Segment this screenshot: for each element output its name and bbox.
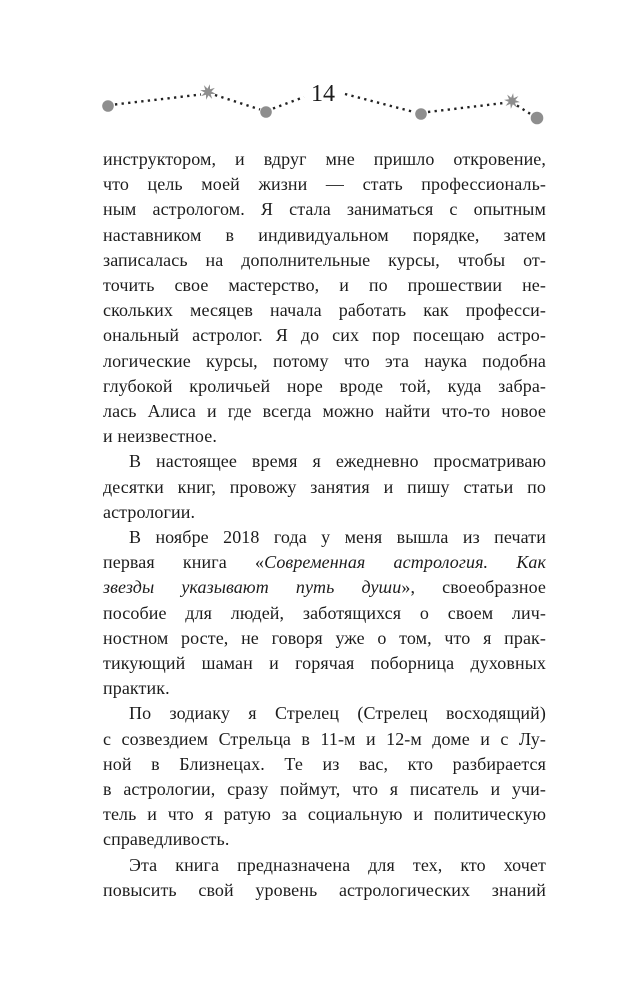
constellation-dot-node <box>531 112 544 125</box>
text-segment: Эта книга предназначена для тех, кто хочет <box>129 854 546 875</box>
dotted-line <box>428 103 504 112</box>
text-line <box>103 323 546 348</box>
text-line <box>103 777 546 802</box>
text-segment: с созвездием Стрельца в 11-м и 12-м доме и с Лу- <box>103 728 546 749</box>
text-segment: записалась на дополнительные курсы, чтобы от- <box>103 249 546 270</box>
constellation-left <box>102 82 304 117</box>
text-line <box>103 727 546 752</box>
text-segment: логические курсы, потому что эта наука подобна <box>103 350 546 371</box>
constellation-decoration <box>95 75 555 135</box>
constellation-right <box>345 92 543 124</box>
dotted-line <box>115 95 201 105</box>
text-segment: тель и что я ратую за социальную и политическую <box>103 804 546 825</box>
text-line <box>103 298 546 323</box>
text-segment: инструктором, и вдруг мне пришло откровение, <box>103 149 546 169</box>
constellation-dot-node <box>260 106 272 118</box>
page-number: 14 <box>311 81 335 107</box>
text-segment: В настоящее время я ежедневно просматриваю <box>129 451 546 472</box>
star-icon <box>198 82 217 101</box>
text-line <box>103 601 546 626</box>
text-line <box>103 172 546 197</box>
page-text <box>103 147 546 903</box>
text-line <box>103 878 546 903</box>
text-segment: ной в Близнецах. Те из вас, кто разбирается <box>103 753 546 774</box>
paragraph <box>103 449 546 525</box>
text-line <box>103 147 546 172</box>
paragraph <box>103 525 546 701</box>
constellation-dot-node <box>102 100 114 112</box>
text-segment: тикующий шаман и горячая поборница духовных <box>103 653 546 674</box>
dotted-line <box>517 106 532 116</box>
text-line <box>103 449 546 474</box>
text-segment: лась Алиса и где всегда можно найти что-то новое <box>103 401 546 422</box>
dotted-line <box>273 97 304 109</box>
text-line <box>103 575 546 600</box>
text-line <box>103 349 546 374</box>
paragraph <box>103 853 546 903</box>
text-line <box>103 475 546 500</box>
text-line <box>103 273 546 298</box>
text-segment: пособие для людей, заботящихся о своем лич- <box>103 602 546 623</box>
text-line <box>103 853 546 878</box>
text-line <box>103 374 546 399</box>
text-line <box>103 525 546 550</box>
text-segment: », своеобразное <box>401 577 546 598</box>
text-segment: практик. <box>103 678 170 699</box>
text-segment: наставником в индивидуальном порядке, затем <box>103 224 546 245</box>
text-segment: глубокой кроличьей норе вроде той, куда забра- <box>103 375 546 396</box>
text-segment: ностном росте, не говоря уже о том, что я прак- <box>103 627 546 648</box>
text-line <box>103 827 546 852</box>
constellation-dot-node <box>415 108 427 120</box>
text-line <box>103 248 546 273</box>
text-line <box>103 651 546 676</box>
text-line <box>103 701 546 726</box>
text-segment: скольких месяцев начала работать как професси- <box>103 300 546 321</box>
text-segment: и неизвестное. <box>103 426 217 447</box>
paragraph <box>103 147 546 449</box>
text-segment: справедливость. <box>103 829 230 850</box>
dotted-line <box>215 95 260 110</box>
text-segment: точить свое мастерство, и по прошествии не- <box>103 275 546 296</box>
text-segment: По зодиаку я Стрелец (Стрелец восходящий) <box>129 703 546 724</box>
text-segment: ональный астролог. Я до сих пор посещаю астро- <box>103 325 546 346</box>
text-segment: десятки книг, провожу занятия и пишу статьи по <box>103 476 546 497</box>
text-line <box>103 752 546 777</box>
book-title-italic: звезды указывают путь души <box>103 577 402 598</box>
text-line <box>103 676 546 701</box>
text-line <box>103 802 546 827</box>
text-segment: ным астрологом. Я стала заниматься с опытным <box>103 199 546 220</box>
text-line <box>103 197 546 222</box>
paragraph <box>103 701 546 852</box>
text-line <box>103 424 546 449</box>
text-line <box>103 223 546 248</box>
text-segment: В ноябре 2018 года у меня вышла из печати <box>129 527 546 548</box>
text-segment: астрологии. <box>103 501 196 522</box>
text-segment: что цель моей жизни — стать профессиональ- <box>103 174 546 195</box>
text-segment: повысить свой уровень астрологических знаний <box>103 879 546 900</box>
page-header <box>0 0 632 140</box>
text-line <box>103 500 546 525</box>
text-line <box>103 550 546 575</box>
text-segment: первая книга « <box>103 552 265 573</box>
dotted-line <box>345 94 414 112</box>
text-line <box>103 399 546 424</box>
text-segment: в астрологии, сразу поймут, что я писатель и учи- <box>103 779 546 800</box>
book-title-italic: Современная астрология. Как <box>264 552 546 573</box>
text-line <box>103 626 546 651</box>
